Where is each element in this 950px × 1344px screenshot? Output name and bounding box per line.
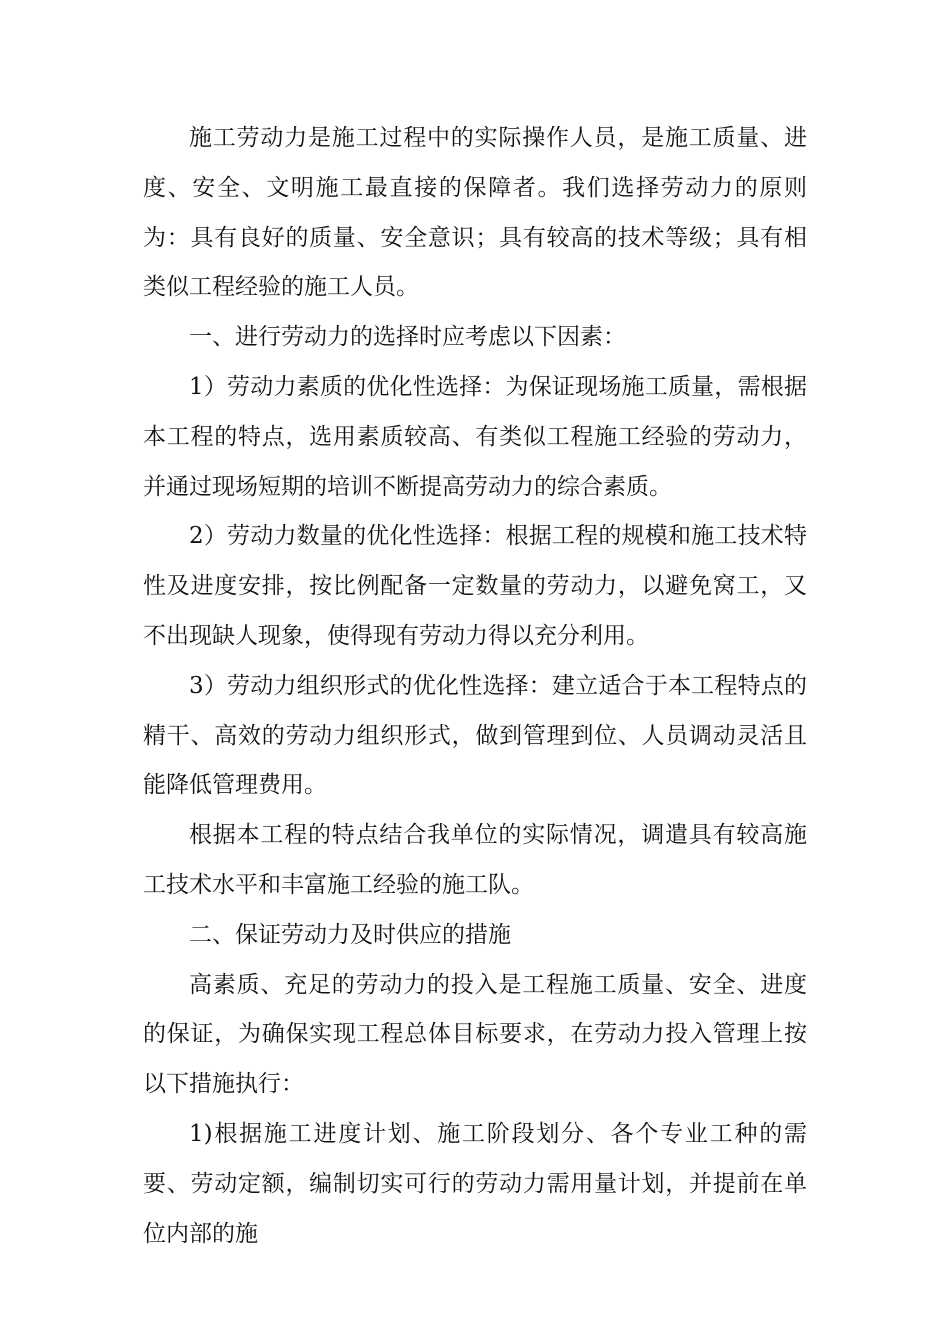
document-body <box>143 114 807 1259</box>
paragraph-factor-quality: 1）劳动力素质的优化性选择：为保证现场施工质量，需根据本工程的特点，选用素质较高、有类似工程施工经验的劳动力，并通过现场短期的培训不断提高劳动力的综合素质。 <box>143 373 807 500</box>
paragraph-team-dispatch: 根据本工程的特点结合我单位的实际情况，调遣具有较高施工技术水平和丰富施工经验的施工队。 <box>143 822 807 898</box>
paragraph-intro: 施工劳动力是施工过程中的实际操作人员，是施工质量、进度、安全、文明施工最直接的保障者。我们选择劳动力的原则为：具有良好的质量、安全意识；具有较高的技术等级；具有相类似工程经验的施工人员。 <box>143 125 807 301</box>
paragraph-factor-organization: 3）劳动力组织形式的优化性选择：建立适合于本工程特点的精干、高效的劳动力组织形式，做到管理到位、人员调动灵活且能降低管理费用。 <box>143 672 807 799</box>
paragraph-supply-intro: 高素质、充足的劳动力的投入是工程施工质量、安全、进度的保证，为确保实现工程总体目标要求，在劳动力投入管理上按以下措施执行： <box>143 971 807 1098</box>
paragraph-measure-1: 1)根据施工进度计划、施工阶段划分、各个专业工种的需要、劳动定额，编制切实可行的劳动力需用量计划，并提前在单位内部的施 <box>143 1120 807 1247</box>
heading-supply-measures: 二、保证劳动力及时供应的措施 <box>189 921 511 948</box>
heading-selection-factors: 一、进行劳动力的选择时应考虑以下因素： <box>189 324 626 351</box>
paragraph-factor-quantity: 2）劳动力数量的优化性选择：根据工程的规模和施工技术特性及进度安排，按比例配备一定数量的劳动力，以避免窝工，又不出现缺人现象，使得现有劳动力得以充分利用。 <box>143 523 807 649</box>
